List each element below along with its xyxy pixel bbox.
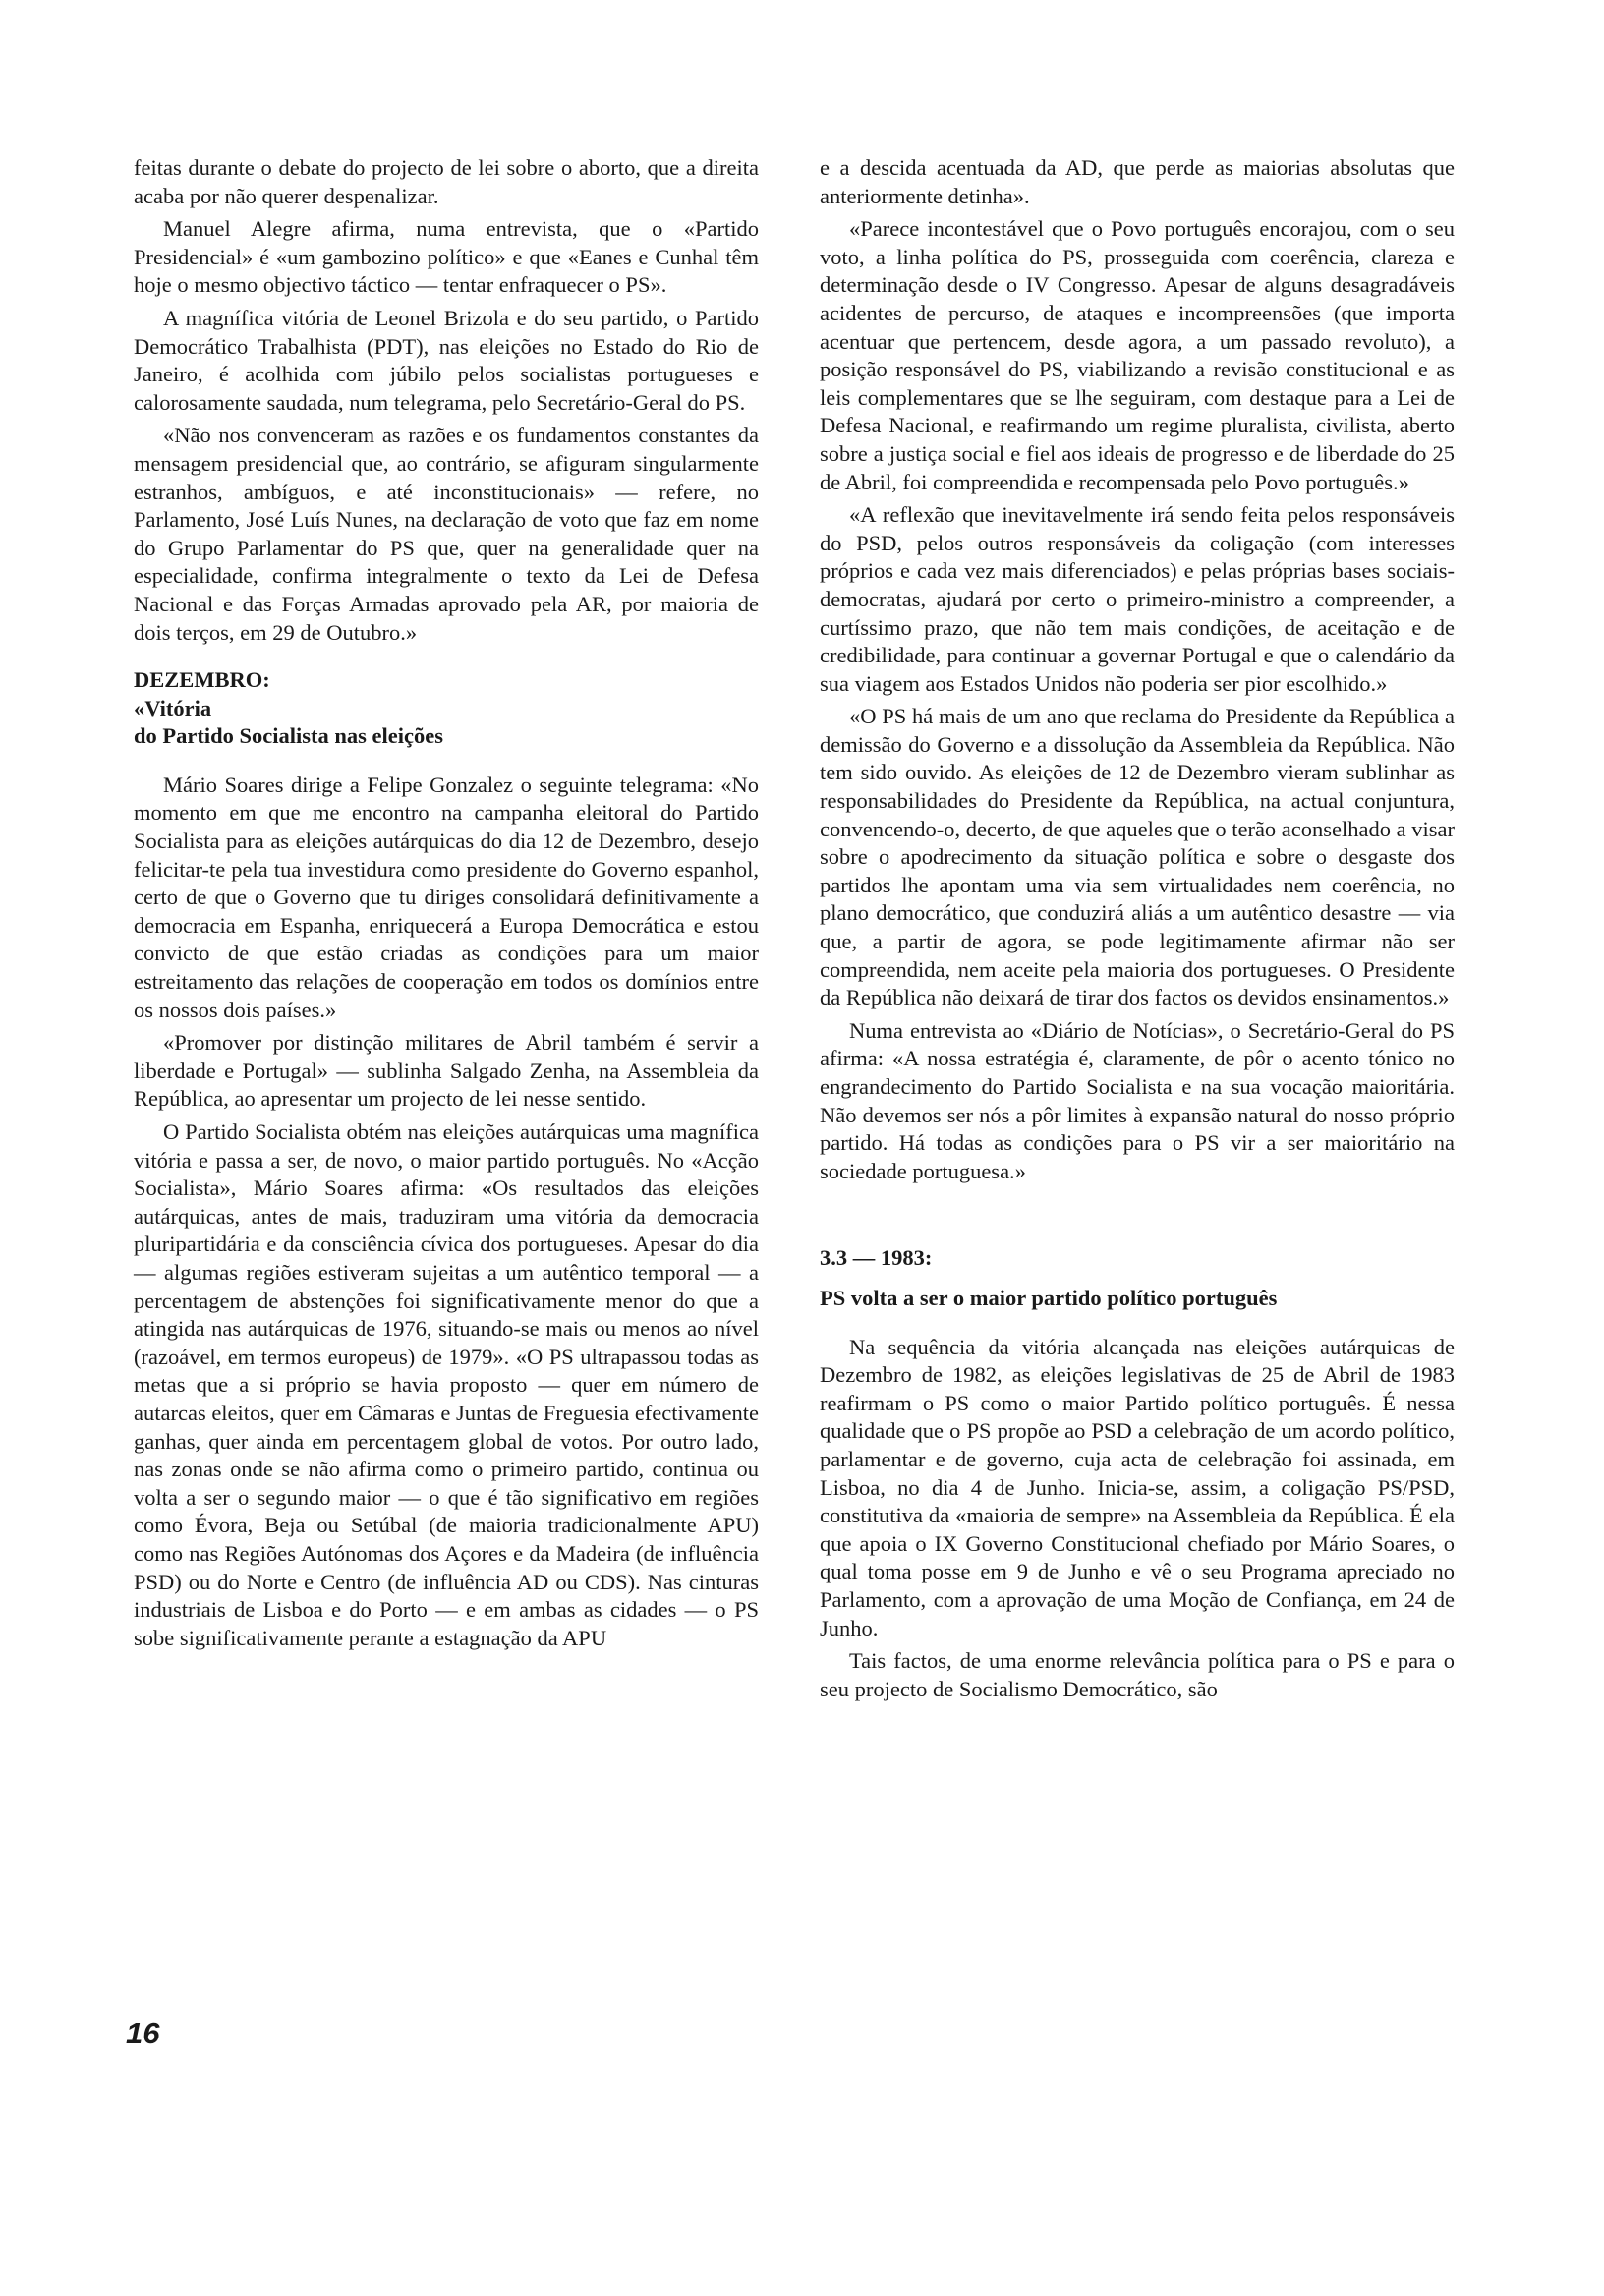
section-heading-month: DEZEMBRO: — [134, 667, 270, 693]
paragraph: «A reflexão que inevitavelmente irá sendo feita pelos responsáveis do PSD, pelos outros responsáveis da coligação (com interesses próprios e cada vez mais diferenciados) e pelas próprias bases sociais-democratas, ajudará por certo o primeiro-ministro a compreender, a curtíssimo prazo, que não tem mais condições, de aceitação e de credibilidade, para continuar a governar Portugal e que o calendário da sua viagem aos Estados Unidos não poderia ser pior escolhido.» — [820, 502, 1455, 696]
paragraph: O Partido Socialista obtém nas eleições autárquicas uma magnífica vitória e passa a ser, de novo, o maior partido português. No «Acção Socialista», Mário Soares afirma: «Os resultados das eleições autárquicas, antes de mais, traduziram uma vitória da democracia pluripartidária e da consciência cívica dos portugueses. Apesar do dia — algumas regiões estiveram sujeitas a um autêntico temporal — a percentagem de abstenções foi significativamente menor do que a atingida nas autárquicas de 1976, situando-se mais ou menos ao nível (razoável, em termos europeus) de 1979». «O PS ultrapassou todas as metas que a si próprio se havia proposto — quer em número de autarcas eleitos, quer em Câmaras e Juntas de Freguesia efectivamente ganhas, quer ainda em percentagem global de votos. Por outro lado, nas zonas onde se não afirma como o primeiro partido, continua ou volta a ser o segundo maior — o que é tão significativo em regiões como Évora, Beja ou Setúbal (de maioria tradicionalmente APU) como nas Regiões Autónomas dos Açores e da Madeira (de influência PSD) ou do Norte e Centro (de influência AD ou CDS). Nas cinturas industriais de Lisboa e do Porto — e em ambas as cidades — o PS sobe significativamente perante a estagnação da APU — [134, 1119, 759, 1650]
section-heading-title: «Vitória — [134, 695, 212, 720]
paragraph: e a descida acentuada da AD, que perde as maiorias absolutas que anteriormente detinha». — [820, 155, 1455, 208]
section-number: 3.3 — 1983: — [820, 1245, 933, 1271]
paragraph: Na sequência da vitória alcançada nas eleições autárquicas de Dezembro de 1982, as eleições legislativas de 25 de Abril de 1983 reafirmam o PS como o maior Partido político português. É nessa qualidade que o PS propõe ao PSD a celebração de um acordo político, parlamentar e de governo, cuja acta de celebração foi assinada, em Lisboa, no dia 4 de Junho. Inicia-se, assim, a coligação PS/PSD, constitutiva da «maioria de sempre» na Assembleia da República. É ela que apoia o IX Governo Constitucional chefiado por Mário Soares, o qual toma posse em 9 de Junho e vê o seu Programa apreciado no Parlamento, com a aprovação de uma Moção de Confiança, em 24 de Junho. — [820, 1334, 1455, 1640]
section-title: PS volta a ser o maior partido político português — [820, 1285, 1278, 1310]
right-column — [820, 154, 1455, 1703]
paragraph: Numa entrevista ao «Diário de Notícias», o Secretário-Geral do PS afirma: «A nossa estratégia é, claramente, de pôr o acento tónico no engrandecimento do Partido Socialista e na sua vocação maioritária. Não devemos ser nós a pôr limites à expansão natural do nosso próprio partido. Há todas as condições para o PS vir a ser maioritário na sociedade portuguesa.» — [820, 1017, 1455, 1183]
paragraph: Manuel Alegre afirma, numa entrevista, que o «Partido Presidencial» é «um gambozino político» e que «Eanes e Cunhal têm hoje o mesmo objectivo táctico — tentar enfraquecer o PS». — [134, 216, 759, 298]
section-heading-subtitle: do Partido Socialista nas eleições — [134, 723, 443, 749]
page-number: 16 — [126, 2016, 160, 2050]
left-column — [134, 154, 759, 1652]
paragraph: «Parece incontestável que o Povo português encorajou, com o seu voto, a linha política do PS, prosseguida com coerência, clareza e determinação desde o IV Congresso. Apesar de alguns desagradáveis acidentes de percurso, de ataques e incompreensões (que importa acentuar que pertencem, desde agora, a um passado revoluto), a posição responsável do PS, viabilizando a revisão constitucional e as leis complementares que se lhe seguiram, com destaque para a Lei de Defesa Nacional, e reafirmando um regime pluralista, civilista, aberto sobre a justiça social e fiel aos ideais de progresso e de liberdade do 25 de Abril, foi compreendida e recompensada pelo Povo português.» — [820, 216, 1455, 494]
paragraph: A magnífica vitória de Leonel Brizola e do seu partido, o Partido Democrático Trabalhista (PDT), nas eleições no Estado do Rio de Janeiro, é acolhida com júbilo pelos socialistas portugueses e calorosamente saudada, num telegrama, pelo Secretário-Geral do PS. — [134, 305, 759, 415]
paragraph: «Não nos convenceram as razões e os fundamentos constantes da mensagem presidencial que, ao contrário, se afiguram singularmente estranhos, ambíguos, e até inconstitucionais» — refere, no Parlamento, José Luís Nunes, na declaração de voto que faz em nome do Grupo Parlamentar do PS que, quer na generalidade quer na especialidade, confirma integralmente o texto da Lei de Defesa Nacional e das Forças Armadas aprovado pela AR, por maioria de dois terços, em 29 de Outubro.» — [134, 423, 759, 645]
paragraph: «Promover por distinção militares de Abril também é servir a liberdade e Portugal» — sublinha Salgado Zenha, na Assembleia da República, ao apresentar um projecto de lei nesse sentido. — [134, 1030, 759, 1112]
paragraph: Tais factos, de uma enorme relevância política para o PS e para o seu projecto de Socialismo Democrático, são — [820, 1648, 1455, 1701]
paragraph: feitas durante o debate do projecto de lei sobre o aborto, que a direita acaba por não querer despenalizar. — [134, 155, 759, 208]
paragraph: Mário Soares dirige a Felipe Gonzalez o seguinte telegrama: «No momento em que me encontro na campanha eleitoral do Partido Socialista para as eleições autárquicas do dia 12 de Dezembro, desejo felicitar-te pela tua investidura como presidente do Governo espanhol, certo de que o Governo que tu diriges consolidará definitivamente a democracia em Espanha, enriquecerá a Europa Democrática e estou convicto de que estão criadas as condições para um maior estreitamento das relações de cooperação em todos os domínios entre os nossos dois países.» — [134, 772, 759, 1022]
paragraph: «O PS há mais de um ano que reclama do Presidente da República a demissão do Governo e a dissolução da Assembleia da República. Não tem sido ouvido. As eleições de 12 de Dezembro vieram sublinhar as responsabilidades do Presidente da República, na actual conjuntura, convencendo-o, decerto, de que aqueles que o terão aconselhado a visar sobre o apodrecimento da situação política e sobre o desgaste dos partidos lhe apontam uma via sem virtualidades nem coerência, no plano democrático, que conduzirá aliás a um autêntico desastre — via que, a partir de agora, se pode legitimamente afirmar não ser compreendida, nem aceite pela maioria dos portugueses. O Presidente da República não deixará de tirar dos factos os devidos ensinamentos.» — [820, 704, 1455, 1010]
